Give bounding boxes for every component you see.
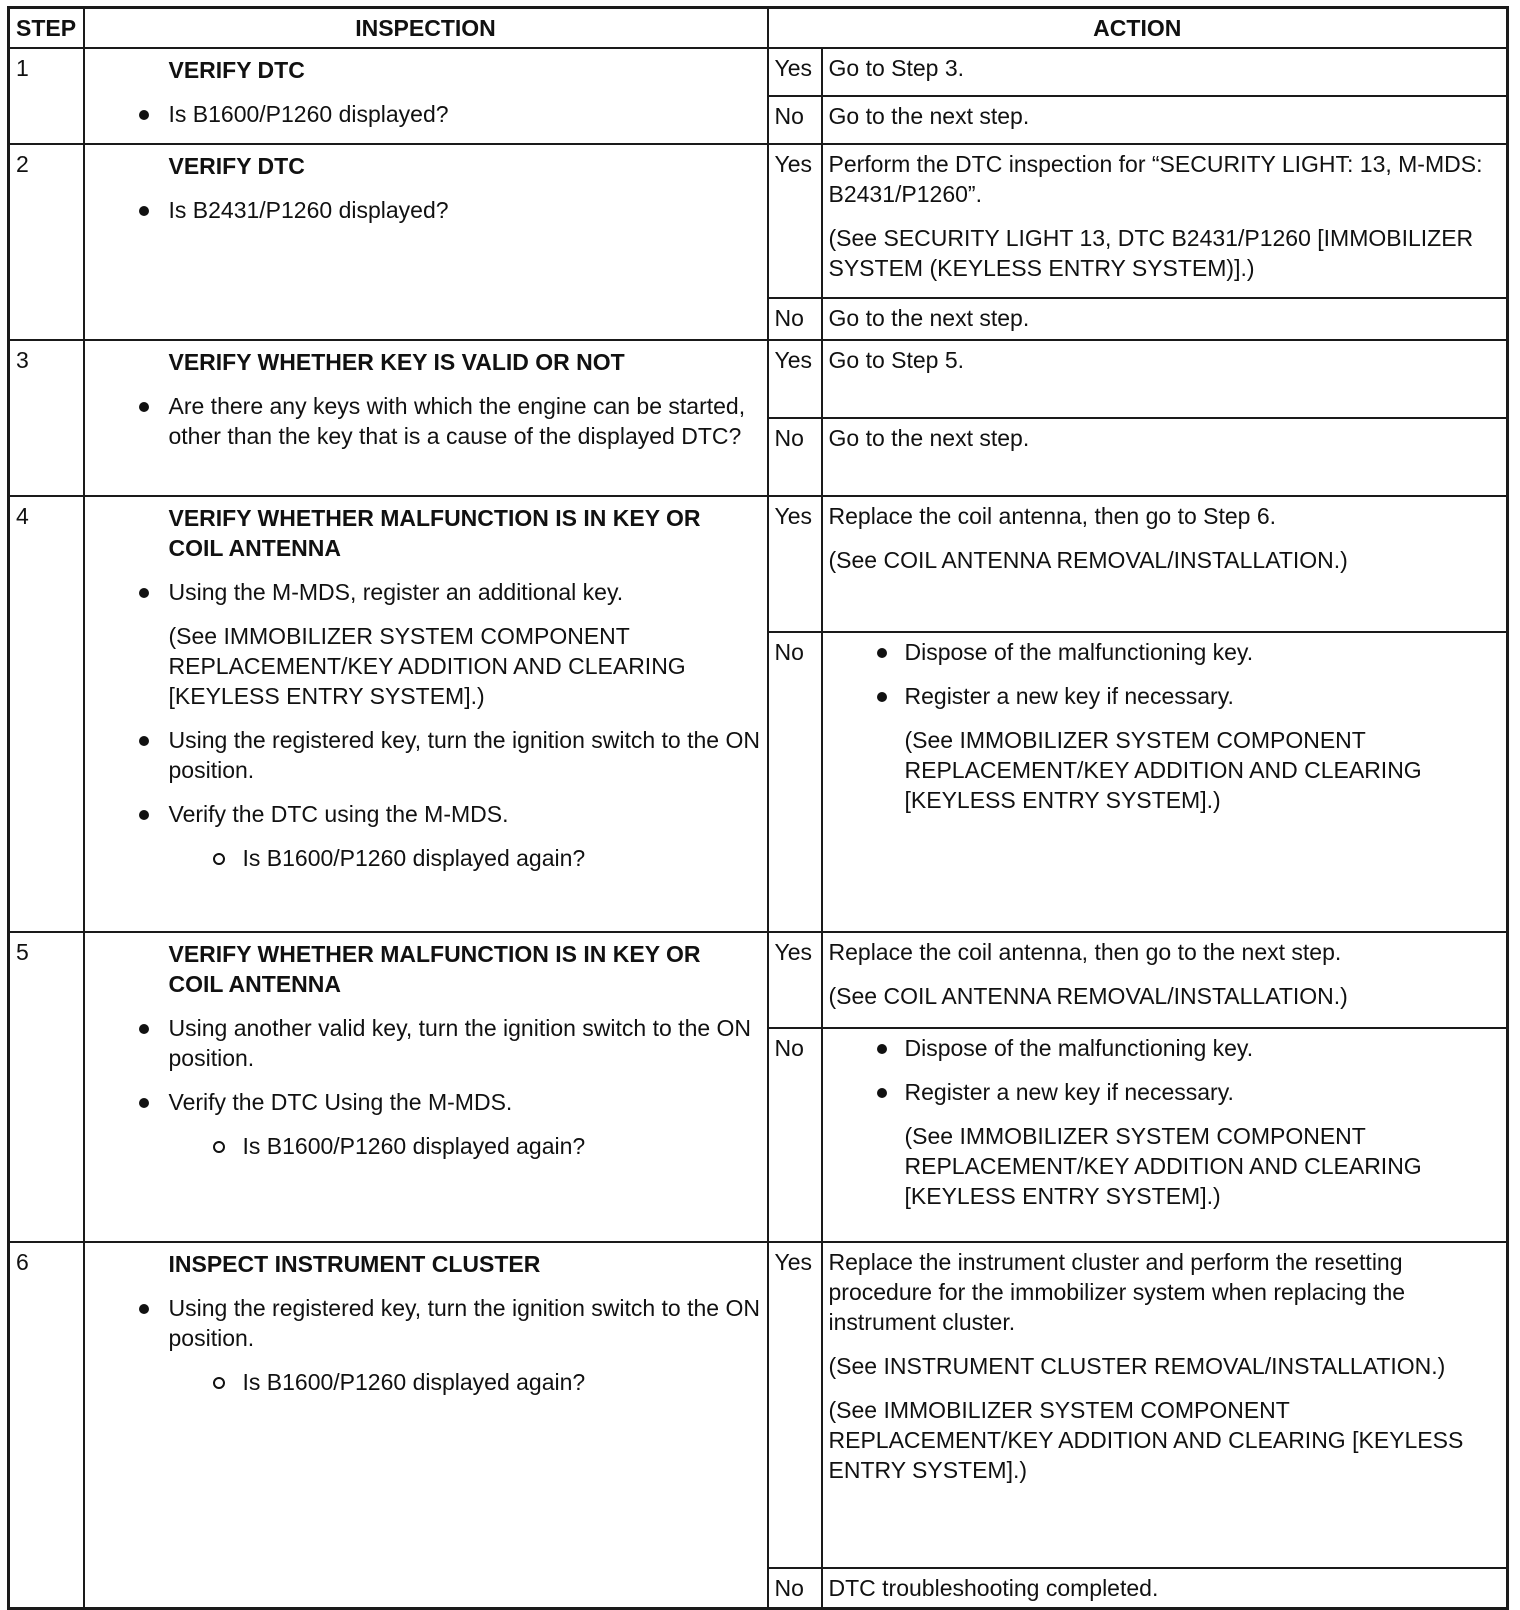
action-yes: [822, 932, 1508, 1028]
yes-label: Yes: [768, 144, 822, 298]
action-text: Replace the instrument cluster and perform the resetting procedure for the immobilizer system when replacing the instrument cluster.: [828, 1249, 1406, 1335]
step-number: 2: [9, 144, 84, 340]
header-action: ACTION: [768, 8, 1508, 49]
action-no: [822, 1568, 1508, 1609]
no-label: No: [768, 1568, 822, 1609]
action-bullet: Register a new key if necessary.: [829, 681, 1501, 711]
table-row: [9, 340, 1508, 418]
action-yes: [822, 48, 1508, 96]
no-label: No: [768, 1028, 822, 1242]
action-text: Go to the next step.: [828, 425, 1030, 451]
inspection-title: VERIFY WHETHER MALFUNCTION IS IN KEY OR COIL ANTENNA: [168, 505, 701, 561]
yes-label: Yes: [768, 340, 822, 418]
action-no: [822, 632, 1508, 932]
action-text: Replace the coil antenna, then go to Step 6.: [828, 503, 1277, 529]
step-number: 5: [9, 932, 84, 1242]
action-text: Go to the next step.: [828, 305, 1030, 331]
action-yes: [822, 340, 1508, 418]
header-row: [9, 8, 1508, 49]
inspection-title: VERIFY WHETHER KEY IS VALID OR NOT: [168, 349, 625, 375]
action-text: Perform the DTC inspection for “SECURITY LIGHT: 13, M-MDS: B2431/P1260”.: [828, 151, 1483, 207]
header-inspection: INSPECTION: [84, 8, 768, 49]
table-row: [9, 1242, 1508, 1568]
table-row: [9, 496, 1508, 632]
no-label: No: [768, 632, 822, 932]
action-text: Replace the coil antenna, then go to the next step.: [828, 939, 1342, 965]
inspection-bullet: Is B1600/P1260 displayed?: [91, 99, 761, 129]
troubleshooting-table: [7, 6, 1509, 1610]
inspection-question: Is B1600/P1260 displayed again?: [91, 1367, 761, 1397]
no-label: No: [768, 96, 822, 144]
action-bullet: Dispose of the malfunctioning key.: [829, 637, 1501, 667]
inspection-bullet: Verify the DTC Using the M-MDS.: [91, 1087, 761, 1117]
table-row: [9, 932, 1508, 1028]
action-reference: (See IMMOBILIZER SYSTEM COMPONENT REPLACEMENT/KEY ADDITION AND CLEARING [KEYLESS ENTRY SYSTEM].): [904, 1123, 1422, 1209]
inspection-title: VERIFY DTC: [168, 57, 305, 83]
inspection-question: Is B1600/P1260 displayed again?: [91, 1131, 761, 1161]
inspection-cell: [84, 496, 768, 932]
inspection-bullet: Using the M-MDS, register an additional key.: [91, 577, 761, 607]
inspection-bullet: Using the registered key, turn the ignition switch to the ON position.: [91, 725, 761, 785]
inspection-title: VERIFY WHETHER MALFUNCTION IS IN KEY OR COIL ANTENNA: [168, 941, 701, 997]
action-reference: (See COIL ANTENNA REMOVAL/INSTALLATION.): [828, 547, 1348, 573]
action-text: Go to the next step.: [828, 103, 1030, 129]
inspection-bullet: Verify the DTC using the M-MDS.: [91, 799, 761, 829]
action-text: DTC troubleshooting completed.: [828, 1575, 1159, 1601]
action-reference: (See SECURITY LIGHT 13, DTC B2431/P1260 [IMMOBILIZER SYSTEM (KEYLESS ENTRY SYSTEM)].): [828, 225, 1474, 281]
yes-label: Yes: [768, 496, 822, 632]
yes-label: Yes: [768, 1242, 822, 1568]
header-step: STEP: [9, 8, 84, 49]
table-row: [9, 144, 1508, 298]
inspection-title: INSPECT INSTRUMENT CLUSTER: [168, 1251, 541, 1277]
yes-label: Yes: [768, 932, 822, 1028]
step-number: 1: [9, 48, 84, 144]
action-no: [822, 298, 1508, 340]
inspection-bullet: Using the registered key, turn the ignition switch to the ON position.: [91, 1293, 761, 1353]
no-label: No: [768, 298, 822, 340]
table-row: [9, 48, 1508, 96]
inspection-bullet: Using another valid key, turn the ignition switch to the ON position.: [91, 1013, 761, 1073]
action-text: Go to Step 5.: [828, 347, 965, 373]
action-bullet: Dispose of the malfunctioning key.: [829, 1033, 1501, 1063]
inspection-question: Is B1600/P1260 displayed again?: [91, 843, 761, 873]
action-reference: (See INSTRUMENT CLUSTER REMOVAL/INSTALLATION.): [828, 1353, 1446, 1379]
action-reference: (See IMMOBILIZER SYSTEM COMPONENT REPLACEMENT/KEY ADDITION AND CLEARING [KEYLESS ENTRY SYSTEM].): [904, 727, 1422, 813]
action-no: [822, 1028, 1508, 1242]
inspection-bullet: Is B2431/P1260 displayed?: [91, 195, 761, 225]
yes-label: Yes: [768, 48, 822, 96]
inspection-cell: [84, 1242, 768, 1609]
step-number: 6: [9, 1242, 84, 1609]
action-bullet: Register a new key if necessary.: [829, 1077, 1501, 1107]
inspection-cell: [84, 48, 768, 144]
inspection-cell: [84, 144, 768, 340]
inspection-cell: [84, 932, 768, 1242]
action-no: [822, 96, 1508, 144]
action-yes: [822, 496, 1508, 632]
inspection-cell: [84, 340, 768, 496]
action-reference: (See COIL ANTENNA REMOVAL/INSTALLATION.): [828, 983, 1348, 1009]
inspection-title: VERIFY DTC: [168, 153, 305, 179]
inspection-reference: (See IMMOBILIZER SYSTEM COMPONENT REPLACEMENT/KEY ADDITION AND CLEARING [KEYLESS ENTRY SYSTEM].): [168, 623, 686, 709]
step-number: 4: [9, 496, 84, 932]
action-yes: [822, 144, 1508, 298]
action-text: Go to Step 3.: [828, 55, 965, 81]
inspection-bullet: Are there any keys with which the engine can be started, other than the key that is a cause of the displayed DTC?: [91, 391, 761, 451]
step-number: 3: [9, 340, 84, 496]
action-yes: [822, 1242, 1508, 1568]
action-reference: (See IMMOBILIZER SYSTEM COMPONENT REPLACEMENT/KEY ADDITION AND CLEARING [KEYLESS ENTRY SYSTEM].): [828, 1397, 1464, 1483]
action-no: [822, 418, 1508, 496]
no-label: No: [768, 418, 822, 496]
